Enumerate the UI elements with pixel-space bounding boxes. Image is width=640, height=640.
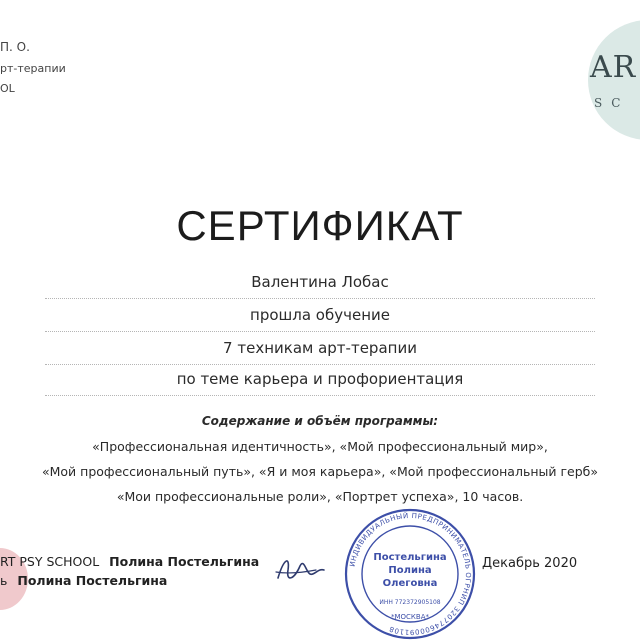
program-line: «Мои профессиональные роли», «Портрет успеха», 10 часов.	[116, 489, 524, 504]
course-name: 7 техникам арт-терапии	[223, 339, 417, 357]
program-line: «Мой профессиональный путь», «Я и моя карьера», «Мой профессиональный герб»	[41, 464, 599, 479]
logo-text-small: SC	[594, 96, 630, 110]
stamp-name-3: Олеговна	[382, 578, 438, 589]
role-name: Полина Постельгина	[17, 573, 168, 588]
program-line: «Профессиональная идентичность», «Мой профессиональный мир»,	[92, 439, 548, 454]
completed-text: прошла обучение	[250, 306, 390, 324]
role-prefix: ь	[0, 573, 8, 588]
header-line-2: рт-терапии	[0, 62, 66, 75]
school-prefix: RT PSY SCHOOL	[0, 554, 100, 569]
logo-text-large: AR	[590, 50, 637, 85]
official-stamp	[340, 508, 480, 640]
certificate-title: СЕРТИФИКАТ	[176, 202, 464, 249]
signature-image	[270, 548, 330, 588]
stamp-name-2: Полина	[388, 565, 432, 576]
role-signature-line	[0, 573, 167, 588]
recipient-name: Валентина Лобас	[251, 273, 389, 291]
dotted-divider	[45, 395, 595, 396]
school-signature-line	[0, 554, 259, 569]
stamp-name-1: Постельгина	[373, 552, 447, 563]
stamp-ring-text: ИНДИВИДУАЛЬНЫЙ ПРЕДПРИНИМАТЕЛЬ ОГРНИП 320774600091108	[348, 511, 473, 637]
issue-date: Декабрь 2020	[482, 556, 578, 571]
dotted-divider	[45, 331, 595, 332]
header-line-3: OL	[0, 82, 15, 95]
header-line-1: П. О.	[0, 40, 30, 54]
stamp-city: *МОСКВА*	[391, 613, 429, 621]
course-topic: по теме карьера и профориентация	[176, 370, 464, 388]
stamp-inn: ИНН 772372905108	[379, 599, 441, 606]
dotted-divider	[45, 298, 595, 299]
school-director-name: Полина Постельгина	[109, 554, 260, 569]
dotted-divider	[45, 364, 595, 365]
program-title: Содержание и объём программы:	[201, 414, 439, 428]
